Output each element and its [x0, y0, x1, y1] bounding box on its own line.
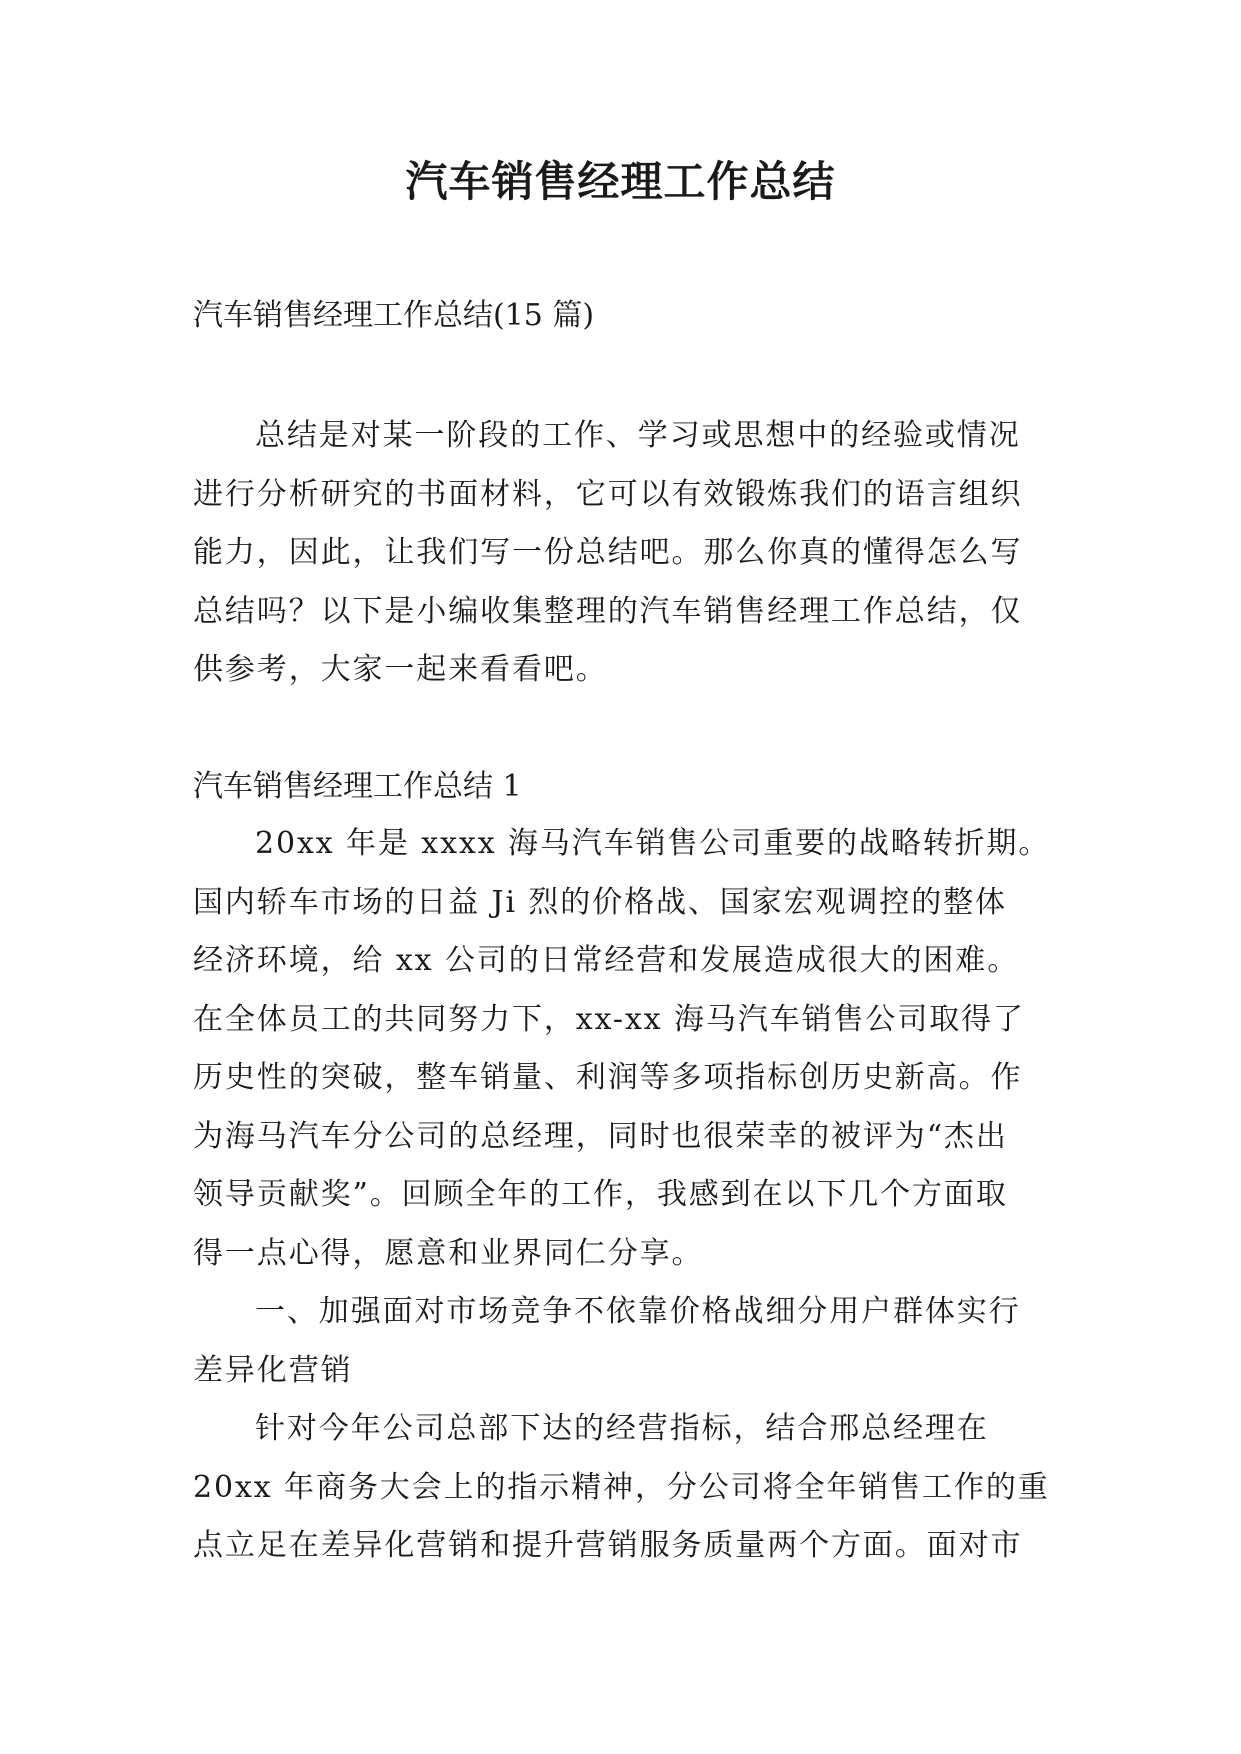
section-body	[193, 815, 1053, 1576]
paragraph-line: 为海马汽车分公司的总经理，同时也很荣幸的被评为“杰出	[193, 1118, 1008, 1154]
paragraph-line: 在全体员工的共同努力下，xx-xx 海马汽车销售公司取得了	[193, 1001, 1025, 1037]
document-title: 汽车销售经理工作总结	[405, 157, 836, 206]
paragraph-line: 历史性的突破，整车销量、利润等多项指标创历史新高。作	[193, 1060, 1023, 1095]
subheading-line: 一、加强面对市场竞争不依靠价格战细分用户群体实行	[255, 1294, 1021, 1329]
paragraph-line: 20xx 年商务大会上的指示精神，分公司将全年销售工作的重	[193, 1469, 1050, 1505]
intro-paragraph	[193, 407, 1053, 700]
paragraph-line: 经济环境，给 xx 公司的日常经营和发展造成很大的困难。	[193, 943, 1020, 978]
paragraph-line: 针对今年公司总部下达的经营指标，结合邢总经理在	[255, 1411, 989, 1446]
paragraph-line: 国内轿车市场的日益 Ji 烈的价格战、国家宏观调控的整体	[193, 884, 1007, 920]
paragraph-line: 20xx 年是 xxxx 海马汽车销售公司重要的战略转折期。	[255, 826, 1051, 861]
paragraph-line: 总结是对某一阶段的工作、学习或思想中的经验或情况	[255, 418, 1021, 453]
paragraph-line: 进行分析研究的书面材料，它可以有效锻炼我们的语言组织	[193, 476, 1023, 512]
document-subtitle: 汽车销售经理工作总结(15 篇)	[193, 298, 595, 333]
paragraph-line: 供参考，大家一起来看看吧。	[193, 652, 608, 687]
subheading-line: 差异化营销	[193, 1352, 353, 1388]
paragraph-line: 总结吗？以下是小编收集整理的汽车销售经理工作总结，仅	[193, 593, 1023, 629]
section-heading: 汽车销售经理工作总结 1	[193, 769, 522, 804]
paragraph-line: 领导贡献奖”。回顾全年的工作，我感到在以下几个方面取	[193, 1177, 1008, 1212]
paragraph-line: 能力，因此，让我们写一份总结吧。那么你真的懂得怎么写	[193, 535, 1023, 570]
paragraph-line: 点立足在差异化营销和提升营销服务质量两个方面。面对市	[193, 1528, 1023, 1563]
paragraph-line: 得一点心得，愿意和业界同仁分享。	[193, 1235, 704, 1271]
